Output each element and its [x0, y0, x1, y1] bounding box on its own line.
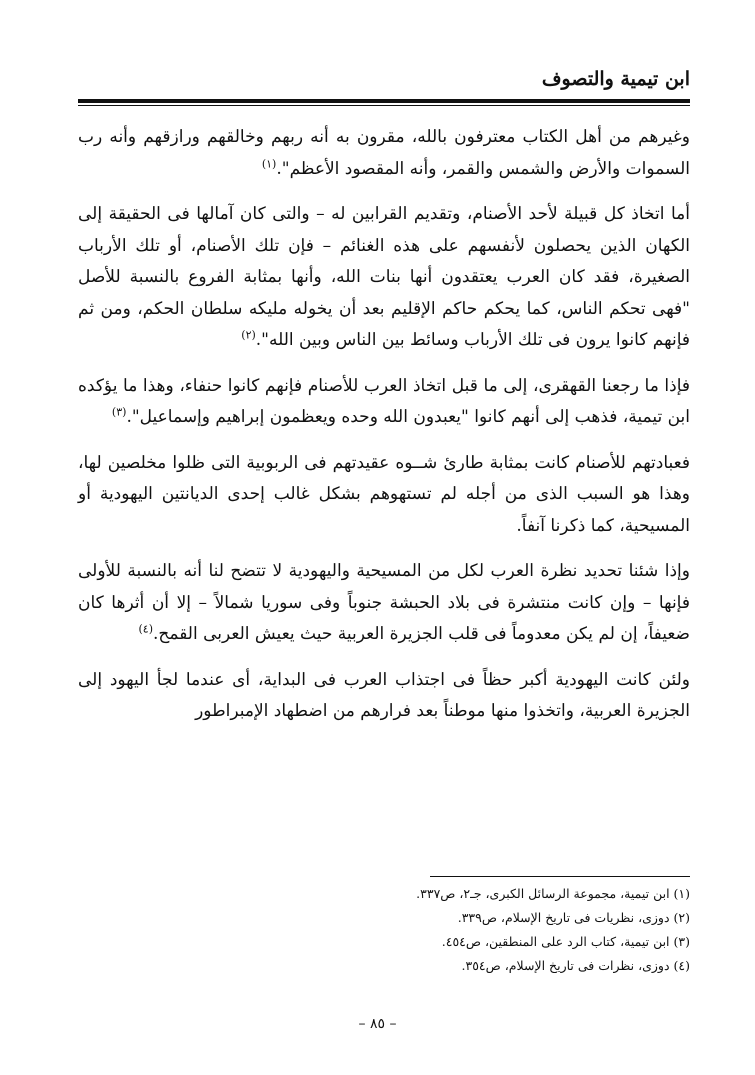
footnote-ref: (٤): [138, 622, 153, 636]
running-header: [78, 64, 690, 104]
footnote: (١) ابن تيمية، مجموعة الرسائل الكبرى، جـ٢، ص٣٣٧.: [416, 886, 690, 901]
header-rule-thin: [78, 105, 690, 106]
body-text: [78, 122, 690, 742]
footnotes: [270, 882, 690, 978]
paragraph-text: أما اتخاذ كل قبيلة لأحد الأصنام، وتقديم القرابين له – والتى كان آمالها فى الحقيقة إلى الكهان الذين يحصلون لأنفسهم على هذه الغنائم – فإن تلك الأصنام، أو تلك الأرباب الصغيرة، فقد كان العرب يعتقدون أنها بنات الله، وأنها بمثابة الفروع بالنسبة للأصل "فهى تحكم الناس، كما يحكم حاكم الإقليم بعد أن يخوله مليكه سلطان الحكم، ومن ثم فإنهم كانوا يرون فى تلك الأرباب وسائط بين الناس وبين الله".: [78, 204, 690, 350]
paragraph: [78, 448, 690, 543]
footnote: (٣) ابن تيمية، كتاب الرد على المنطقين، ص٤٥٤.: [441, 934, 690, 949]
paragraph: [78, 199, 690, 357]
footnote-ref: (٢): [241, 328, 256, 342]
running-header-title: ابن تيمية والتصوف: [541, 68, 690, 90]
paragraph-text: وغيرهم من أهل الكتاب معترفون بالله، مقرون به أنه ربهم وخالقهم ورازقهم وأنه رب السموات والأرض والشمس والقمر، وأنه المقصود الأعظم".: [78, 127, 690, 179]
footnote-ref: (٣): [111, 405, 127, 419]
paragraph-text: وإذا شئنا تحديد نظرة العرب لكل من المسيحية واليهودية لا تتضح لنا أنه بالنسبة للأولى فإنها – وإن كانت منتشرة فى بلاد الحبشة جنوباً وفى سوريا شمالاً – إلا أن أثرها كان ضعيفاً، إن لم يكن معدوماً فى قلب الجزيرة العربية حيث يعيش العربى القمح.: [78, 561, 690, 644]
paragraph: [78, 556, 690, 651]
paragraph-text: ولئن كانت اليهودية أكبر حظاً فى اجتذاب العرب فى البداية، أى عندما لجأ اليهود إلى الجزيرة العربية، واتخذوا منها موطناً بعد فرارهم من اضطهاد الإمبراطور: [78, 669, 690, 721]
footnote: (٢) دوزى، نظريات فى تاريخ الإسلام، ص٣٣٩.: [457, 910, 690, 925]
footnote: (٤) دوزى، نظرات فى تاريخ الإسلام، ص٣٥٤.: [461, 958, 690, 973]
header-rule-thick: [78, 99, 690, 103]
paragraph: [78, 665, 690, 728]
footnote-ref: (١): [261, 156, 277, 170]
paragraph: [78, 371, 690, 434]
paragraph: [78, 122, 690, 185]
paragraph-text: فإذا ما رجعنا القهقرى، إلى ما قبل اتخاذ العرب للأصنام فإنهم كانوا حنفاء، وهذا ما يؤكده ابن تيمية، فذهب إلى أنهم كانوا "يعبدون الله وحده ويعظمون إبراهيم وإسماعيل".: [78, 375, 690, 427]
page-number: – ٨٥ –: [358, 1016, 397, 1032]
paragraph-text: فعبادتهم للأصنام كانت بمثابة طارئ شــوه عقيدتهم فى الربوبية التى ظلوا مخلصين لها، وهذا هو السبب الذى من أجله لم تستهوهم بشكل غالب إحدى الديانتين اليهودية أو المسيحية، كما ذكرنا آنفاً.: [78, 452, 690, 536]
footnote-separator: [430, 876, 690, 877]
